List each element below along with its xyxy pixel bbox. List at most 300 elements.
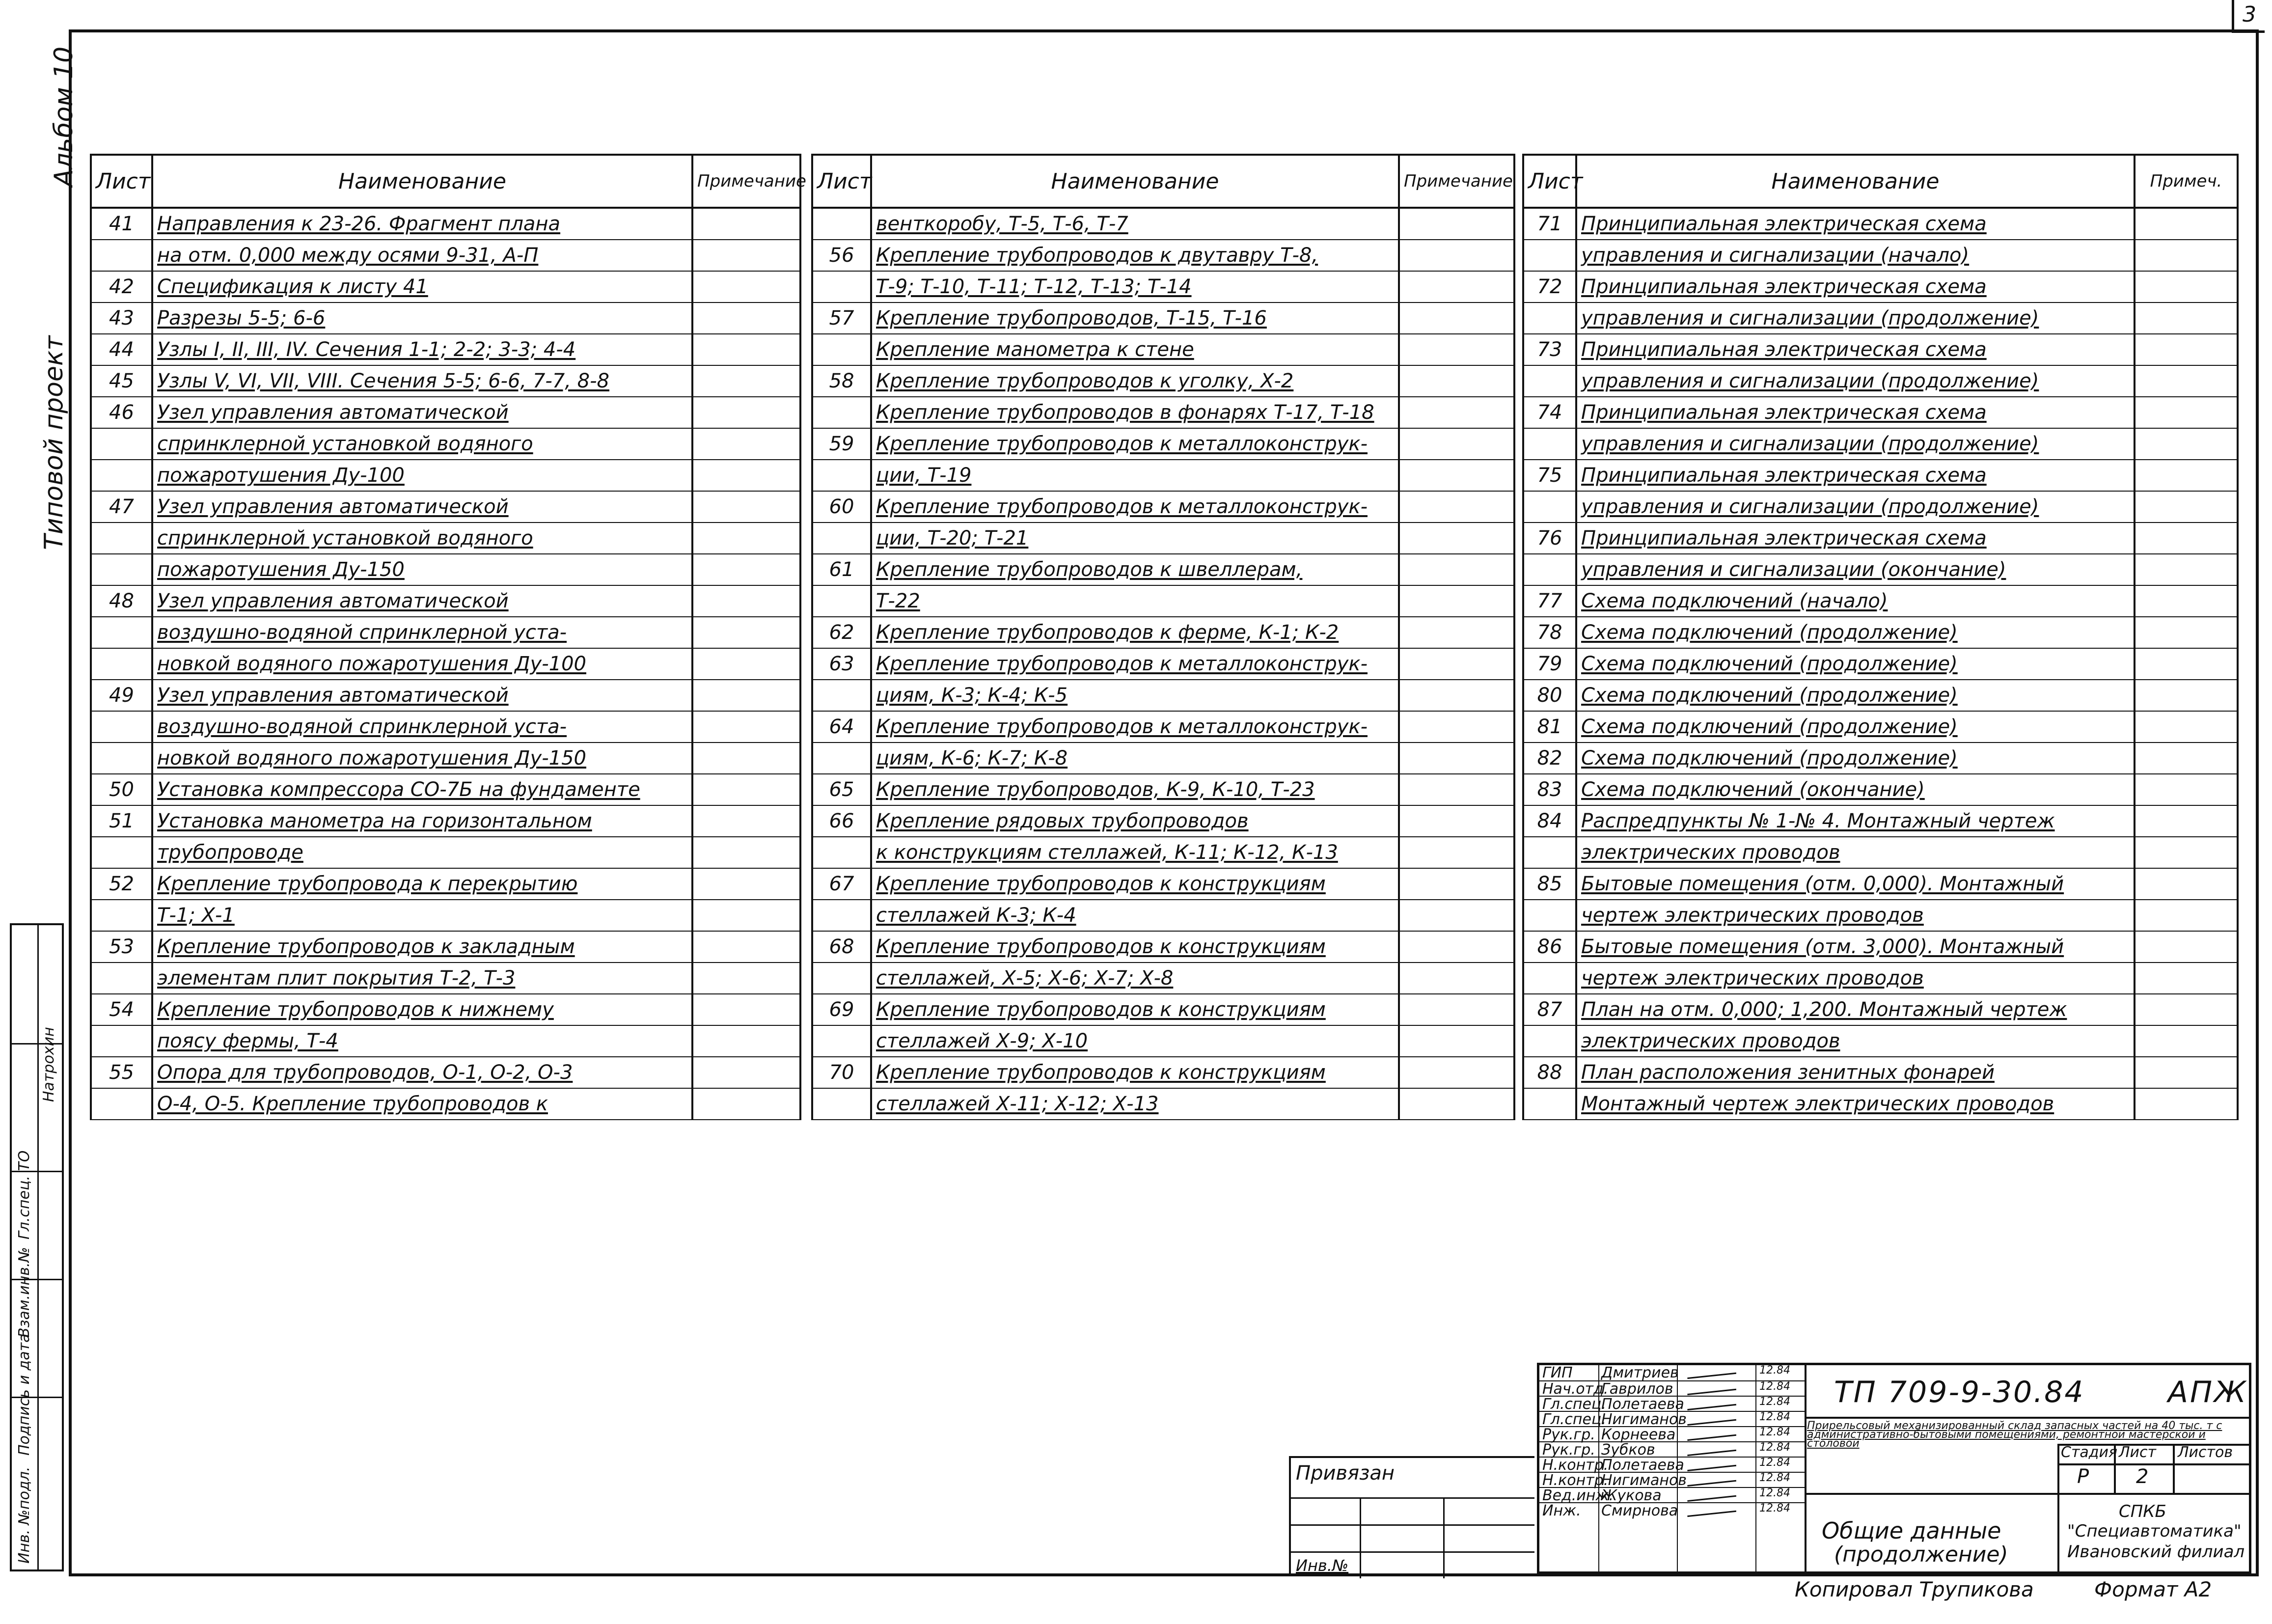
table-row <box>812 1088 1514 1120</box>
sheet-number-cell <box>91 428 152 460</box>
table-row <box>91 303 800 334</box>
sheet-name-cell: Узел управления автоматической <box>152 491 692 523</box>
sheet-number-cell: 72 <box>1523 271 1576 303</box>
note-cell <box>692 334 800 365</box>
sheet-number-cell <box>812 208 871 240</box>
copied-by: Копировал Трупикова <box>1795 1577 2034 1601</box>
table-row <box>1523 208 2238 240</box>
signature-row <box>1539 1487 1805 1503</box>
table-row <box>812 994 1514 1025</box>
note-cell <box>692 900 800 931</box>
note-cell <box>1399 931 1514 963</box>
note-cell <box>692 837 800 868</box>
note-cell <box>2135 397 2238 428</box>
sheet-name-cell: Установка компрессора СО-7Б на фундаменте <box>152 774 692 805</box>
sign-date: 12.84 <box>1759 1472 1790 1484</box>
sheet-number-cell <box>812 837 871 868</box>
table-row <box>812 900 1514 931</box>
sheet-number-cell: 74 <box>1523 397 1576 428</box>
table-row <box>91 1088 800 1120</box>
table-row <box>1523 1057 2238 1088</box>
note-cell <box>1399 554 1514 585</box>
table-row <box>91 743 800 774</box>
note-cell <box>1399 680 1514 711</box>
note-cell <box>692 585 800 617</box>
sheet-number-cell: 49 <box>91 680 152 711</box>
sheet-number-cell <box>1523 900 1576 931</box>
note-cell <box>2135 931 2238 963</box>
note-cell <box>692 711 800 743</box>
sheet-name-cell: Т-9; Т-10, Т-11; Т-12, Т-13; Т-14 <box>871 271 1399 303</box>
sheet-name-cell: Узлы I, II, III, IV. Сечения 1-1; 2-2; 3-3; 4-4 <box>152 334 692 365</box>
sheet-number-cell <box>91 963 152 994</box>
note-cell <box>2135 365 2238 397</box>
table-row <box>1523 805 2238 837</box>
note-cell <box>2135 271 2238 303</box>
table-row <box>91 428 800 460</box>
sign-date: 12.84 <box>1759 1502 1790 1514</box>
sheet-name-cell: управления и сигнализации (окончание) <box>1576 554 2135 585</box>
sheet-number-cell: 82 <box>1523 743 1576 774</box>
doc-id: ТП 709-9-30.84 <box>1834 1375 2085 1409</box>
table-row <box>812 617 1514 648</box>
note-cell <box>1399 303 1514 334</box>
table-row <box>812 743 1514 774</box>
table-row <box>812 868 1514 900</box>
note-cell <box>692 680 800 711</box>
sheet-number-cell <box>91 554 152 585</box>
sheet-number-cell: 58 <box>812 365 871 397</box>
sheet-number-cell: 81 <box>1523 711 1576 743</box>
table-row <box>812 805 1514 837</box>
sheet-number-cell <box>812 460 871 491</box>
sign-date: 12.84 <box>1759 1380 1790 1393</box>
table-row <box>1523 240 2238 271</box>
sheet-name-cell: чертеж электрических проводов <box>1576 963 2135 994</box>
note-cell <box>1399 774 1514 805</box>
sheet-number-cell <box>1523 491 1576 523</box>
signature-row <box>1539 1380 1805 1397</box>
sheet-name-cell: Крепление трубопроводов к уголку, Х-2 <box>871 365 1399 397</box>
role-label: Рук.гр. <box>1542 1426 1595 1443</box>
table-row <box>91 240 800 271</box>
table-row <box>812 397 1514 428</box>
doc-code: АПЖ <box>2168 1375 2248 1409</box>
table-row <box>91 1057 800 1088</box>
note-cell <box>692 523 800 554</box>
table-row <box>812 303 1514 334</box>
sheet-number-cell: 87 <box>1523 994 1576 1025</box>
sheet-list-table-1 <box>90 154 806 1120</box>
sheet-number-cell: 69 <box>812 994 871 1025</box>
org-line-2: "Специавтоматика" <box>2067 1521 2242 1541</box>
sheets-label: Листов <box>2178 1444 2233 1461</box>
format-label: Формат А2 <box>2094 1577 2212 1601</box>
role-label: Н.контр. <box>1542 1472 1609 1489</box>
table-row <box>91 523 800 554</box>
note-cell <box>692 554 800 585</box>
table-row <box>1523 271 2238 303</box>
table-row <box>91 963 800 994</box>
note-cell <box>2135 743 2238 774</box>
sheet-number-cell: 53 <box>91 931 152 963</box>
sheet-name-cell: Принципиальная электрическая схема <box>1576 208 2135 240</box>
sheet-name-cell: Т-1; Х-1 <box>152 900 692 931</box>
person-name: Нигиманов <box>1601 1411 1687 1428</box>
sheet-number-cell <box>812 271 871 303</box>
note-cell <box>1399 1025 1514 1057</box>
sheet-name-cell: Схема подключений (окончание) <box>1576 774 2135 805</box>
sheet-name-cell: Крепление трубопроводов, К-9, К-10, Т-23 <box>871 774 1399 805</box>
sheet-name-cell: Монтажный чертеж электрических проводов <box>1576 1088 2135 1120</box>
note-cell <box>692 1057 800 1088</box>
sheet-name-cell: новкой водяного пожаротушения Ду-150 <box>152 743 692 774</box>
sheet-name-cell: пожаротушения Ду-100 <box>152 460 692 491</box>
sheet-number-cell: 50 <box>91 774 152 805</box>
table-row <box>91 585 800 617</box>
col-name: Наименование <box>1576 155 2135 208</box>
table-row <box>91 680 800 711</box>
note-cell <box>692 271 800 303</box>
table-row <box>812 585 1514 617</box>
sheet-name-cell: элементам плит покрытия Т-2, Т-3 <box>152 963 692 994</box>
role-label: Н.контр. <box>1542 1457 1609 1474</box>
table-row <box>1523 711 2238 743</box>
sheet-number-cell: 78 <box>1523 617 1576 648</box>
table-row <box>812 240 1514 271</box>
signature-mark <box>1686 1424 1736 1441</box>
sheet-name-cell: стеллажей, Х-5; Х-6; Х-7; Х-8 <box>871 963 1399 994</box>
role-label: Гл.спец. <box>1542 1396 1606 1413</box>
sheet-name-cell: к конструкциям стеллажей, К-11; К-12, К-13 <box>871 837 1399 868</box>
signature-row <box>1539 1426 1805 1442</box>
stage-label: Стадия <box>2061 1444 2118 1461</box>
strip-replace-label: Взам.инв.№ <box>16 1247 33 1338</box>
object-title: Прирельсовый механизированный склад запасных частей на 40 тыс. т с административно-бытовыми помещениями, ремонтной мастерской и столовой <box>1807 1420 2222 1450</box>
sheet-name-cell: Принципиальная электрическая схема <box>1576 523 2135 554</box>
table-row <box>91 868 800 900</box>
table-row <box>91 460 800 491</box>
sheet-number-cell <box>91 1025 152 1057</box>
sheet-number-cell <box>1523 837 1576 868</box>
person-name: Зубков <box>1601 1441 1655 1459</box>
table-row <box>812 428 1514 460</box>
strip-inv-label: Инв. №подл. <box>16 1466 33 1564</box>
table-row <box>91 397 800 428</box>
col-list: Лист <box>812 155 871 208</box>
album-label: Альбом 10 <box>49 46 79 187</box>
sheet-number-cell <box>812 1088 871 1120</box>
sheet-name-cell: Бытовые помещения (отм. 3,000). Монтажный <box>1576 931 2135 963</box>
sheet-name-cell: новкой водяного пожаротушения Ду-100 <box>152 648 692 680</box>
note-cell <box>2135 837 2238 868</box>
table-row <box>812 334 1514 365</box>
table-row <box>1523 303 2238 334</box>
sheet-number-cell <box>1523 1088 1576 1120</box>
col-list: Лист <box>91 155 152 208</box>
signature-mark <box>1686 1362 1736 1379</box>
sheet-name-cell: циям, К-6; К-7; К-8 <box>871 743 1399 774</box>
table-row <box>1523 334 2238 365</box>
table-row <box>812 271 1514 303</box>
attachment-label: Привязан <box>1296 1462 1395 1485</box>
sheet-name-cell: Крепление трубопровода к перекрытию <box>152 868 692 900</box>
sheet-name-cell: спринклерной установкой водяного <box>152 523 692 554</box>
sheet-name-cell: управления и сигнализации (продолжение) <box>1576 491 2135 523</box>
note-cell <box>692 648 800 680</box>
sheet-name-cell: Крепление трубопроводов к металлоконструк- <box>871 711 1399 743</box>
sheet-name-cell: Крепление трубопроводов, Т-15, Т-16 <box>871 303 1399 334</box>
note-cell <box>692 774 800 805</box>
sheet-number-cell <box>91 523 152 554</box>
sheet-name-cell: План на отм. 0,000; 1,200. Монтажный чертеж <box>1576 994 2135 1025</box>
sheet-label: Лист <box>2119 1444 2157 1461</box>
person-name: Дмитриев <box>1601 1364 1679 1381</box>
signature-mark <box>1686 1469 1736 1486</box>
signature-mark <box>1686 1408 1736 1426</box>
table-row <box>1523 460 2238 491</box>
sheet-number-cell: 80 <box>1523 680 1576 711</box>
table-row <box>91 931 800 963</box>
note-cell <box>692 994 800 1025</box>
sheet-name-cell: Спецификация к листу 41 <box>152 271 692 303</box>
strip-spec-label: Гл.спец. ТО <box>16 1150 33 1239</box>
sheet-name-cell: электрических проводов <box>1576 837 2135 868</box>
sheet-title-2: (продолжение) <box>1834 1542 2008 1567</box>
sheet-name-cell: Схема подключений (продолжение) <box>1576 648 2135 680</box>
note-cell <box>1399 648 1514 680</box>
signature-mark <box>1686 1485 1736 1502</box>
sheet-number-cell: 52 <box>91 868 152 900</box>
attachment-inv-label: Инв.№ <box>1296 1556 1349 1575</box>
note-cell <box>692 805 800 837</box>
person-name: Нигиманов <box>1601 1472 1687 1489</box>
table-row <box>1523 585 2238 617</box>
note-cell <box>1399 868 1514 900</box>
table-row <box>1523 900 2238 931</box>
note-cell <box>1399 994 1514 1025</box>
sheet-number-cell: 55 <box>91 1057 152 1088</box>
sheet-number-cell: 70 <box>812 1057 871 1088</box>
note-cell <box>692 743 800 774</box>
note-cell <box>692 963 800 994</box>
table-row <box>812 837 1514 868</box>
note-cell <box>2135 868 2238 900</box>
sheet-name-cell: О-4, О-5. Крепление трубопроводов к <box>152 1088 692 1120</box>
sheet-number-cell: 44 <box>91 334 152 365</box>
sheet-name-cell: управления и сигнализации (начало) <box>1576 240 2135 271</box>
note-cell <box>2135 428 2238 460</box>
note-cell <box>1399 1088 1514 1120</box>
sheet-number-cell: 83 <box>1523 774 1576 805</box>
note-cell <box>1399 271 1514 303</box>
signature-mark <box>1686 1393 1736 1410</box>
sheet-number-cell <box>91 648 152 680</box>
note-cell <box>692 1088 800 1120</box>
sheet-title-1: Общие данные <box>1822 1517 2001 1544</box>
col-note: Примеч. <box>2135 155 2238 208</box>
table-row <box>1523 554 2238 585</box>
sheet-name-cell: Узел управления автоматической <box>152 397 692 428</box>
sheet-name-cell: Крепление манометра к стене <box>871 334 1399 365</box>
sheet-number-cell: 43 <box>91 303 152 334</box>
sheet-number-cell <box>812 1025 871 1057</box>
sheet-name-cell: Принципиальная электрическая схема <box>1576 334 2135 365</box>
note-cell <box>1399 900 1514 931</box>
note-cell <box>2135 491 2238 523</box>
sheet-name-cell: Крепление трубопроводов к металлоконструк- <box>871 648 1399 680</box>
sheet-name-cell: Принципиальная электрическая схема <box>1576 271 2135 303</box>
table-row <box>1523 428 2238 460</box>
sheet-name-cell: электрических проводов <box>1576 1025 2135 1057</box>
note-cell <box>2135 1025 2238 1057</box>
sheet-name-cell: Принципиальная электрическая схема <box>1576 397 2135 428</box>
sheet-number-cell <box>1523 240 1576 271</box>
note-cell <box>692 931 800 963</box>
sheet-name-cell: Крепление трубопроводов к закладным <box>152 931 692 963</box>
note-cell <box>2135 774 2238 805</box>
table-row <box>1523 365 2238 397</box>
table-row <box>812 460 1514 491</box>
sign-date: 12.84 <box>1759 1487 1790 1499</box>
sheet-name-cell: Опора для трубопроводов, О-1, О-2, О-3 <box>152 1057 692 1088</box>
note-cell <box>1399 460 1514 491</box>
sheet-name-cell: Распредпункты № 1-№ 4. Монтажный чертеж <box>1576 805 2135 837</box>
note-cell <box>1399 1057 1514 1088</box>
signature-row <box>1539 1502 1805 1518</box>
sheet-name-cell: пожаротушения Ду-150 <box>152 554 692 585</box>
sheet-name-cell: ции, Т-19 <box>871 460 1399 491</box>
sheet-number-cell: 75 <box>1523 460 1576 491</box>
table-row <box>1523 837 2238 868</box>
table-row <box>91 208 800 240</box>
sheet-number-cell <box>91 1088 152 1120</box>
table-row <box>1523 1088 2238 1120</box>
sheet-name-cell: трубопроводе <box>152 837 692 868</box>
col-note: Примечание <box>692 155 800 208</box>
note-cell <box>2135 963 2238 994</box>
note-cell <box>1399 397 1514 428</box>
attachment-block <box>1289 1456 1534 1576</box>
sign-date: 12.84 <box>1759 1396 1790 1408</box>
signature-row <box>1539 1441 1805 1458</box>
table-row <box>1523 963 2238 994</box>
sheet-number-cell: 71 <box>1523 208 1576 240</box>
sign-date: 12.84 <box>1759 1426 1790 1438</box>
note-cell <box>2135 1088 2238 1120</box>
table-row <box>1523 523 2238 554</box>
table-row <box>91 900 800 931</box>
sheet-name-cell: Схема подключений (продолжение) <box>1576 680 2135 711</box>
sheet-number-cell: 84 <box>1523 805 1576 837</box>
note-cell <box>692 240 800 271</box>
person-name: Смирнова <box>1601 1502 1678 1519</box>
sheet-number-cell: 56 <box>812 240 871 271</box>
person-name: Гаврилов <box>1601 1380 1673 1398</box>
sheet-number-cell <box>91 900 152 931</box>
sheet-number-cell: 47 <box>91 491 152 523</box>
sheet-name-cell: Крепление трубопроводов к конструкциям <box>871 868 1399 900</box>
role-label: Нач.отд. <box>1542 1380 1609 1398</box>
note-cell <box>2135 523 2238 554</box>
person-name: Полетаева <box>1601 1396 1684 1413</box>
table-row <box>91 491 800 523</box>
sheet-number-cell: 42 <box>91 271 152 303</box>
sheet-number-cell <box>1523 365 1576 397</box>
sign-date: 12.84 <box>1759 1457 1790 1469</box>
note-cell <box>2135 711 2238 743</box>
note-cell <box>692 868 800 900</box>
sheet-number-cell: 86 <box>1523 931 1576 963</box>
table-row <box>91 648 800 680</box>
sign-date: 12.84 <box>1759 1441 1790 1454</box>
sheet-number-cell: 79 <box>1523 648 1576 680</box>
signature-mark <box>1686 1454 1736 1471</box>
sheet-name-cell: воздушно-водяной спринклерной уста- <box>152 711 692 743</box>
table-row <box>812 774 1514 805</box>
sheet-number-cell <box>812 680 871 711</box>
sheet-name-cell: Крепление трубопроводов к конструкциям <box>871 1057 1399 1088</box>
signature-row <box>1539 1457 1805 1473</box>
col-note: Примечание <box>1399 155 1514 208</box>
note-cell <box>2135 240 2238 271</box>
sheet-number-cell: 60 <box>812 491 871 523</box>
sheet-name-cell: циям, К-3; К-4; К-5 <box>871 680 1399 711</box>
note-cell <box>2135 617 2238 648</box>
note-cell <box>2135 334 2238 365</box>
table-row <box>91 774 800 805</box>
note-cell <box>692 303 800 334</box>
sheet-number-cell: 66 <box>812 805 871 837</box>
sheet-number-cell: 77 <box>1523 585 1576 617</box>
sheet-name-cell: Крепление трубопроводов в фонарях Т-17, Т-18 <box>871 397 1399 428</box>
sheet-number-cell <box>812 900 871 931</box>
sheet-name-cell: Узлы V, VI, VII, VIII. Сечения 5-5; 6-6, 7-7, 8-8 <box>152 365 692 397</box>
table-row <box>91 365 800 397</box>
sign-date: 12.84 <box>1759 1411 1790 1423</box>
person-name: Корнеева <box>1601 1426 1676 1443</box>
role-label: Инж. <box>1542 1502 1581 1519</box>
table-row <box>91 805 800 837</box>
sheet-name-cell: Крепление трубопроводов к ферме, К-1; К-2 <box>871 617 1399 648</box>
sheet-name-cell: стеллажей К-3; К-4 <box>871 900 1399 931</box>
sheet-name-cell: Схема подключений (начало) <box>1576 585 2135 617</box>
role-label: Вед.инж. <box>1542 1487 1614 1504</box>
sign-date: 12.84 <box>1759 1364 1790 1376</box>
note-cell <box>2135 994 2238 1025</box>
signature-mark <box>1686 1378 1736 1395</box>
sheet-name-cell: Узел управления автоматической <box>152 585 692 617</box>
sheet-number-cell <box>812 523 871 554</box>
note-cell <box>1399 428 1514 460</box>
note-cell <box>692 428 800 460</box>
note-cell <box>692 397 800 428</box>
table-row <box>812 554 1514 585</box>
sheet-number-cell: 67 <box>812 868 871 900</box>
sheet-name-cell: венткоробу, Т-5, Т-6, Т-7 <box>871 208 1399 240</box>
table-row <box>812 491 1514 523</box>
sheet-number-cell: 63 <box>812 648 871 680</box>
table-row <box>812 680 1514 711</box>
sheet-name-cell: спринклерной установкой водяного <box>152 428 692 460</box>
note-cell <box>692 1025 800 1057</box>
table-row <box>1523 994 2238 1025</box>
sheet-number-cell <box>812 743 871 774</box>
sheet-name-cell: Узел управления автоматической <box>152 680 692 711</box>
sheet-name-cell: Крепление рядовых трубопроводов <box>871 805 1399 837</box>
sheet-number-cell: 54 <box>91 994 152 1025</box>
sheet-name-cell: стеллажей Х-11; Х-12; Х-13 <box>871 1088 1399 1120</box>
